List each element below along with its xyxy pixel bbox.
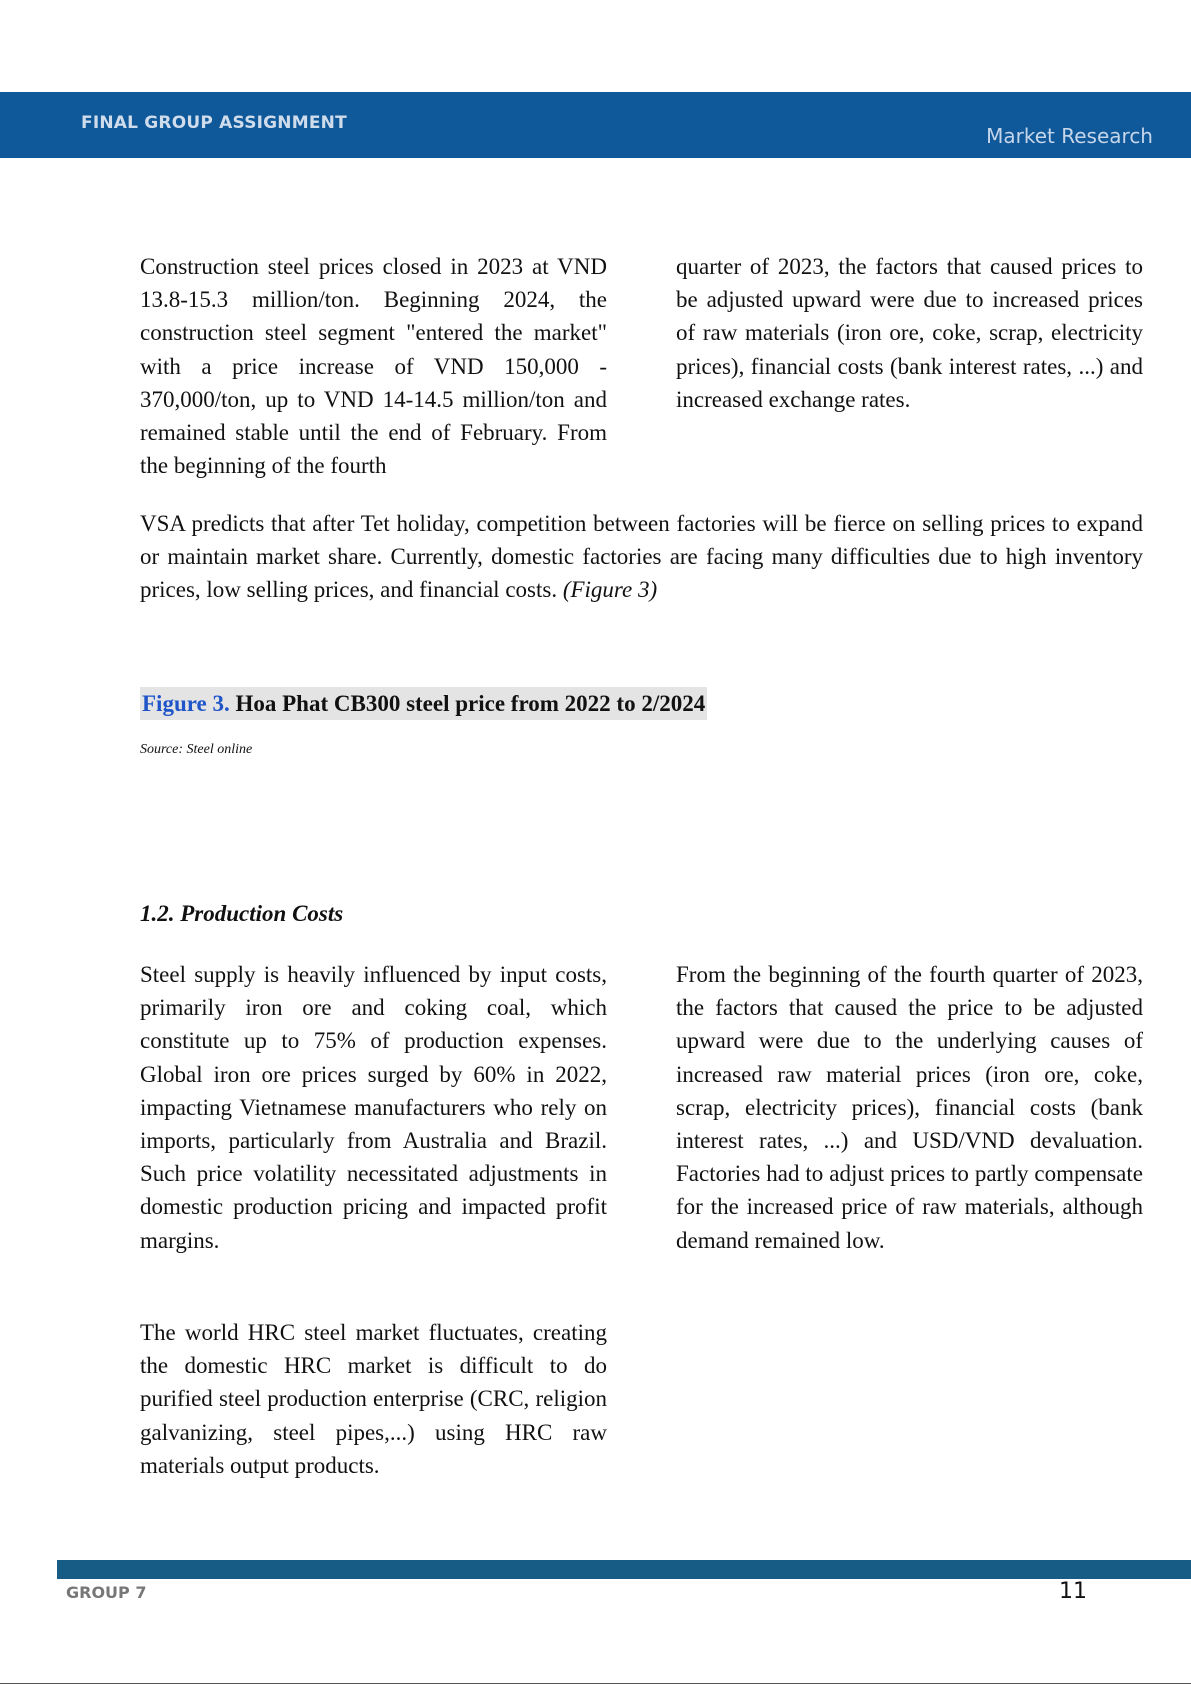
footer-band [57, 1560, 1191, 1579]
vsa-paragraph-text: VSA predicts that after Tet holiday, competition between factories will be fierce on selling prices to expand or maintain market share. Currently, domestic factories are facing many difficulties due to high inventory prices, low selling prices, and financial costs. [140, 511, 1143, 603]
page-number: 11 [1059, 1579, 1087, 1604]
intro-left-paragraph: Construction steel prices closed in 2023 at VND 13.8-15.3 million/ton. Beginning 2024, the construction steel segment "entered the market" with a price increase of VND 150,000 - 370,000/ton, up to VND 14-14.5 million/ton and remained stable until the end of February. From the beginning of the fourth [140, 254, 607, 479]
production-costs-right-paragraph: From the beginning of the fourth quarter of 2023, the factors that caused the price to be adjusted upward were due to the underlying causes of increased raw material prices (iron ore, coke, scrap, electricity prices), financial costs (bank interest rates, ...) and USD/VND devaluation. Factories had to adjust prices to partly compensate for the increased price of raw materials, although demand remained low. [676, 962, 1143, 1253]
figure-caption [140, 687, 707, 720]
figure-label: Figure 3. [142, 691, 230, 716]
footer-group-label: GROUP 7 [66, 1583, 147, 1602]
vsa-paragraph [140, 507, 1143, 607]
bottom-rule [0, 1683, 1191, 1684]
header-assignment-label: FINAL GROUP ASSIGNMENT [81, 113, 347, 133]
intro-right-paragraph: quarter of 2023, the factors that caused prices to be adjusted upward were due to increased prices of raw materials (iron ore, coke, scrap, electricity prices), financial costs (bank interest rates, ...) and increased exchange rates. [676, 254, 1143, 412]
header-section-label: Market Research [986, 124, 1153, 148]
production-costs-left-paragraph: Steel supply is heavily influenced by input costs, primarily iron ore and coking coal, which constitute up to 75% of production expenses. Global iron ore prices surged by 60% in 2022, impacting Vietnamese manufacturers who rely on imports, particularly from Australia and Brazil. Such price volatility necessitated adjustments in domestic production pricing and impacted profit margins. [140, 962, 607, 1253]
hrc-market-paragraph: The world HRC steel market fluctuates, creating the domestic HRC market is difficult to do purified steel production enterprise (CRC, religion galvanizing, steel pipes,...) using HRC raw materials output products. [140, 1320, 607, 1478]
figure-reference: (Figure 3) [562, 577, 658, 603]
figure-source: Source: Steel online [140, 742, 253, 757]
figure-title: Hoa Phat CB300 steel price from 2022 to 2/2024 [229, 691, 706, 716]
section-heading: 1.2. Production Costs [140, 901, 344, 926]
